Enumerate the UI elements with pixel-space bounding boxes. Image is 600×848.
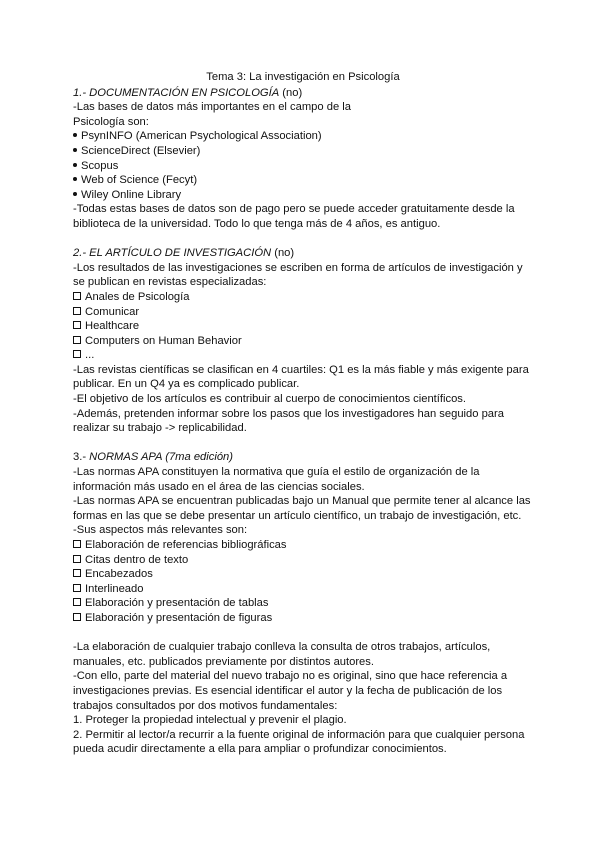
checkbox-bullet-icon xyxy=(73,598,81,606)
list-item-text: ScienceDirect (Elsevier) xyxy=(81,144,201,157)
list-item xyxy=(73,144,533,159)
list-item xyxy=(73,188,533,203)
paragraph: -Además, pretenden informar sobre los pasos que los investigadores han seguido para xyxy=(73,407,504,420)
section-3-title: NORMAS APA xyxy=(89,451,163,464)
section-1-heading xyxy=(73,86,533,101)
bullet-icon xyxy=(73,192,77,196)
list-item-text: ... xyxy=(85,349,95,362)
checkbox-bullet-icon xyxy=(73,540,81,548)
checkbox-bullet-icon xyxy=(73,350,81,358)
checkbox-bullet-icon xyxy=(73,321,81,329)
list-item-text: Healthcare xyxy=(85,320,140,333)
bullet-icon xyxy=(73,163,77,167)
section-2-heading xyxy=(73,246,533,261)
section-1-title: 1.- DOCUMENTACIÓN EN PSICOLOGÍA xyxy=(73,86,280,99)
list-item xyxy=(73,553,533,568)
list-item-text: Elaboración de referencias bibliográficas xyxy=(85,539,287,551)
document-page xyxy=(73,70,533,757)
list-item xyxy=(73,305,533,320)
list-item-text: Elaboración y presentación de tablas xyxy=(85,597,269,610)
bullet-icon xyxy=(73,133,77,137)
checkbox-bullet-icon xyxy=(73,613,81,621)
paragraph: información más usado en el área de las ciencias sociales. xyxy=(73,480,365,493)
paragraph: formas en las que se debe presentar un artículo científico, un trabajo de investigación, etc. xyxy=(73,509,522,522)
paragraph: realizar su trabajo -> replicabilidad. xyxy=(73,422,247,435)
list-item xyxy=(73,567,533,582)
checkbox-bullet-icon xyxy=(73,307,81,315)
section-3-number: 3.- xyxy=(73,451,90,464)
paragraph: publicar. En un Q4 ya es complicado publicar. xyxy=(73,378,300,391)
spacer xyxy=(73,626,533,641)
numbered-item: 1. Proteger la propiedad intelectual y prevenir el plagio. xyxy=(73,714,347,727)
list-item-text: Comunicar xyxy=(85,305,140,318)
document-title: Tema 3: La investigación en Psicología xyxy=(206,71,400,83)
list-item xyxy=(73,173,533,188)
list-item-text: Scopus xyxy=(81,159,119,172)
list-item-text: Encabezados xyxy=(85,568,153,581)
checkbox-bullet-icon xyxy=(73,584,81,592)
checkbox-bullet-icon xyxy=(73,555,81,563)
paragraph: -La elaboración de cualquier trabajo conlleva la consulta de otros trabajos, artículos, xyxy=(73,641,491,654)
paragraph: -Las normas APA se encuentran publicadas bajo un Manual que permite tener al alcance las xyxy=(73,495,531,508)
section-2-suffix: (no) xyxy=(271,247,295,260)
list-item-text: Anales de Psicología xyxy=(85,290,190,303)
paragraph: se publican en revistas especializadas: xyxy=(73,276,267,289)
list-item xyxy=(73,334,533,349)
list-item-text: Wiley Online Library xyxy=(81,188,182,201)
list-item-text: Interlineado xyxy=(85,582,144,595)
list-item xyxy=(73,319,533,334)
paragraph: Psicología son: xyxy=(73,115,149,128)
paragraph: -Sus aspectos más relevantes son: xyxy=(73,524,248,537)
bullet-icon xyxy=(73,148,77,152)
list-item-text: Citas dentro de texto xyxy=(85,553,189,566)
section-1-suffix: (no) xyxy=(279,86,303,99)
spacer xyxy=(73,436,533,451)
paragraph: -Las normas APA constituyen la normativa que guía el estilo de organización de la xyxy=(73,466,480,479)
list-item xyxy=(73,159,533,174)
spacer xyxy=(73,232,533,247)
numbered-item: 2. Permitir al lector/a recurrir a la fuente original de información para que cualquier persona xyxy=(73,728,525,741)
list-item xyxy=(73,538,533,553)
list-item xyxy=(73,611,533,626)
paragraph: -Todas estas bases de datos son de pago pero se puede acceder gratuitamente desde la xyxy=(73,203,515,216)
checkbox-bullet-icon xyxy=(73,336,81,344)
bullet-icon xyxy=(73,177,77,181)
numbered-item-continuation: pueda acudir directamente a ella para ampliar o profundizar conocimientos. xyxy=(73,743,447,756)
checkbox-bullet-icon xyxy=(73,292,81,300)
list-item xyxy=(73,348,533,363)
list-item xyxy=(73,129,533,144)
paragraph: biblioteca de la universidad. Todo lo que tenga más de 4 años, es antiguo. xyxy=(73,217,441,230)
section-3-suffix: (7ma edición) xyxy=(162,451,233,464)
paragraph: investigaciones previas. Es esencial identificar el autor y la fecha de publicación de los xyxy=(73,684,503,697)
list-item-text: Computers on Human Behavior xyxy=(85,334,242,347)
paragraph: -El objetivo de los artículos es contribuir al cuerpo de conocimientos científicos. xyxy=(73,393,466,406)
list-item xyxy=(73,596,533,611)
paragraph: -Los resultados de las investigaciones se escriben en forma de artículos de investigación y xyxy=(73,261,523,274)
list-item-text: PsynINFO (American Psychological Association) xyxy=(81,130,322,143)
paragraph: -Las bases de datos más importantes en el campo de la xyxy=(73,101,351,114)
paragraph: -Las revistas científicas se clasifican en 4 cuartiles: Q1 es la más fiable y más exigente para xyxy=(73,363,529,376)
section-3-heading xyxy=(73,450,533,465)
list-item xyxy=(73,582,533,597)
paragraph: trabajos consultados por dos motivos fundamentales: xyxy=(73,699,338,712)
section-2-title: 2.- EL ARTÍCULO DE INVESTIGACIÓN xyxy=(73,247,272,260)
checkbox-bullet-icon xyxy=(73,569,81,577)
paragraph: -Con ello, parte del material del nuevo trabajo no es original, sino que hace referencia a xyxy=(73,670,508,683)
list-item-text: Elaboración y presentación de figuras xyxy=(85,611,273,624)
paragraph: manuales, etc. publicados previamente por distintos autores. xyxy=(73,655,374,668)
list-item xyxy=(73,290,533,305)
list-item-text: Web of Science (Fecyt) xyxy=(81,174,198,187)
